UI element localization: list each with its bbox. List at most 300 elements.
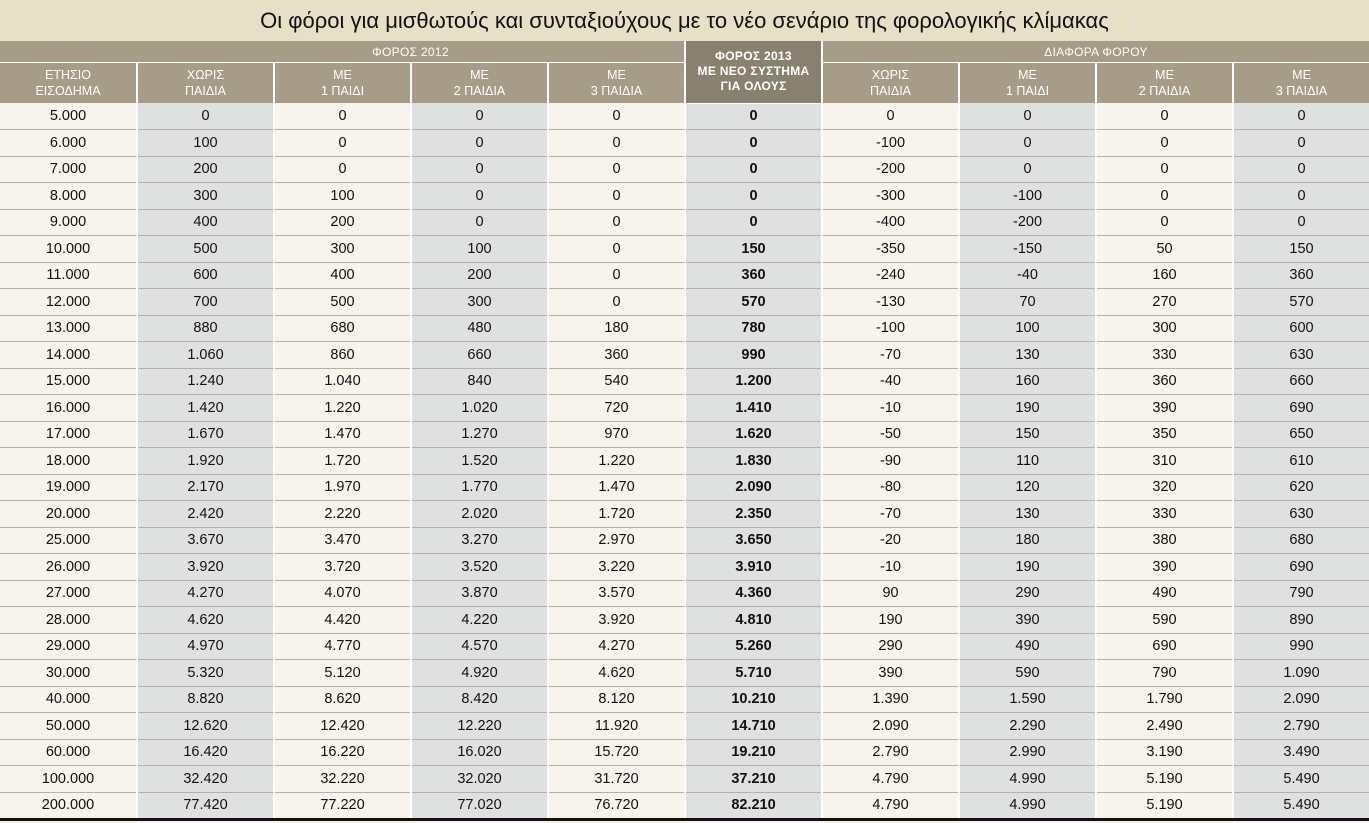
table-row — [0, 501, 1369, 528]
table-cell: -20 — [822, 527, 959, 554]
table-cell: 4.270 — [548, 633, 685, 660]
table-cell: 31.720 — [548, 766, 685, 793]
tax-2013-line2: ΜΕ ΝΕΟ ΣΥΣΤΗΜΑ — [697, 64, 810, 79]
table-cell: 4.770 — [274, 633, 411, 660]
table-cell: -90 — [822, 448, 959, 475]
tax-2013-cell: 2.350 — [685, 501, 822, 528]
group-header-tax-difference: ΔΙΑΦΟΡΑ ΦΟΡΟΥ — [822, 41, 1369, 63]
table-cell: 32.020 — [411, 766, 548, 793]
table-cell: 690 — [1233, 554, 1369, 581]
table-cell: 400 — [274, 262, 411, 289]
table-cell: -130 — [822, 289, 959, 316]
table-cell: 3.920 — [137, 554, 274, 581]
table-cell: 4.570 — [411, 633, 548, 660]
table-cell: 0 — [1233, 130, 1369, 157]
table-cell: 360 — [1233, 262, 1369, 289]
table-cell: 310 — [1096, 448, 1233, 475]
table-cell: 0 — [1233, 103, 1369, 130]
table-cell: 100 — [137, 130, 274, 157]
table-cell: 50 — [1096, 236, 1233, 263]
table-cell: 1.720 — [548, 501, 685, 528]
table-cell: 1.970 — [274, 474, 411, 501]
income-cell: 19.000 — [0, 474, 137, 501]
table-cell: 1.470 — [274, 421, 411, 448]
table-cell: 700 — [137, 289, 274, 316]
column-header — [1233, 63, 1369, 104]
table-cell: 320 — [1096, 474, 1233, 501]
table-cell: 490 — [1096, 580, 1233, 607]
table-cell: 150 — [1233, 236, 1369, 263]
column-header-line2: ΠΑΙΔΙΑ — [870, 84, 912, 98]
table-cell: 16.020 — [411, 739, 548, 766]
table-cell: 990 — [1233, 633, 1369, 660]
column-header — [1096, 63, 1233, 104]
table-cell: 0 — [548, 236, 685, 263]
table-cell: 690 — [1096, 633, 1233, 660]
table-cell: 720 — [548, 395, 685, 422]
table-cell: 650 — [1233, 421, 1369, 448]
income-cell: 28.000 — [0, 607, 137, 634]
table-cell: 4.070 — [274, 580, 411, 607]
income-cell: 7.000 — [0, 156, 137, 183]
table-cell: 4.920 — [411, 660, 548, 687]
table-cell: -10 — [822, 395, 959, 422]
table-cell: 0 — [959, 130, 1096, 157]
table-cell: 200 — [411, 262, 548, 289]
tax-2013-cell: 360 — [685, 262, 822, 289]
table-cell: 12.220 — [411, 713, 548, 740]
table-cell: 2.790 — [822, 739, 959, 766]
table-cell: 540 — [548, 368, 685, 395]
income-cell: 17.000 — [0, 421, 137, 448]
table-cell: -350 — [822, 236, 959, 263]
table-cell: 5.320 — [137, 660, 274, 687]
table-row — [0, 130, 1369, 157]
column-header-line2: ΠΑΙΔΙΑ — [185, 84, 226, 98]
table-cell: 8.620 — [274, 686, 411, 713]
table-cell: 1.590 — [959, 686, 1096, 713]
table-cell: 860 — [274, 342, 411, 369]
table-cell: 150 — [959, 421, 1096, 448]
column-header-line2: 2 ΠΑΙΔΙΑ — [453, 84, 506, 98]
income-cell: 200.000 — [0, 792, 137, 820]
table-cell: 330 — [1096, 501, 1233, 528]
table-cell: 330 — [1096, 342, 1233, 369]
table-cell: 630 — [1233, 501, 1369, 528]
column-header-line1: ΜΕ — [607, 68, 626, 82]
table-cell: 840 — [411, 368, 548, 395]
income-cell: 9.000 — [0, 209, 137, 236]
income-cell: 18.000 — [0, 448, 137, 475]
table-cell: 3.520 — [411, 554, 548, 581]
table-cell: 0 — [548, 183, 685, 210]
table-cell: 190 — [959, 554, 1096, 581]
tax-2013-cell: 5.710 — [685, 660, 822, 687]
column-header-line2: ΕΙΣΟΔΗΜΑ — [35, 84, 101, 98]
income-cell: 27.000 — [0, 580, 137, 607]
table-cell: 0 — [822, 103, 959, 130]
table-cell: 8.820 — [137, 686, 274, 713]
table-cell: 1.270 — [411, 421, 548, 448]
table-cell: 390 — [959, 607, 1096, 634]
table-cell: 16.420 — [137, 739, 274, 766]
table-cell: 5.120 — [274, 660, 411, 687]
tax-2013-cell: 0 — [685, 183, 822, 210]
table-cell: 0 — [274, 130, 411, 157]
table-cell: -100 — [822, 315, 959, 342]
table-cell: 500 — [137, 236, 274, 263]
tax-2013-cell: 4.810 — [685, 607, 822, 634]
tax-2013-cell: 10.210 — [685, 686, 822, 713]
table-cell: 680 — [274, 315, 411, 342]
table-cell: 620 — [1233, 474, 1369, 501]
tax-2013-cell: 19.210 — [685, 739, 822, 766]
table-cell: 130 — [959, 501, 1096, 528]
table-cell: 3.490 — [1233, 739, 1369, 766]
tax-2013-cell: 4.360 — [685, 580, 822, 607]
column-header-line1: ΜΕ — [1155, 68, 1174, 82]
table-cell: 380 — [1096, 527, 1233, 554]
table-cell: 590 — [959, 660, 1096, 687]
table-cell: 350 — [1096, 421, 1233, 448]
table-cell: 4.220 — [411, 607, 548, 634]
income-cell: 26.000 — [0, 554, 137, 581]
table-cell: 4.790 — [822, 766, 959, 793]
table-cell: 5.490 — [1233, 792, 1369, 820]
table-cell: 610 — [1233, 448, 1369, 475]
column-header-line2: 3 ΠΑΙΔΙΑ — [1275, 84, 1328, 98]
table-cell: 190 — [959, 395, 1096, 422]
table-cell: -70 — [822, 501, 959, 528]
tax-2013-cell: 3.910 — [685, 554, 822, 581]
table-cell: -40 — [822, 368, 959, 395]
table-cell: 790 — [1096, 660, 1233, 687]
table-cell: -200 — [959, 209, 1096, 236]
table-cell: 12.620 — [137, 713, 274, 740]
table-cell: 180 — [959, 527, 1096, 554]
table-cell: 0 — [411, 103, 548, 130]
column-header-line1: ΜΕ — [470, 68, 489, 82]
income-cell: 50.000 — [0, 713, 137, 740]
tax-2013-cell: 0 — [685, 130, 822, 157]
table-cell: 0 — [548, 156, 685, 183]
table-cell: 660 — [1233, 368, 1369, 395]
table-cell: 390 — [822, 660, 959, 687]
page-title: Οι φόροι για μισθωτούς και συνταξιούχους με το νέο σενάριο της φορολογικής κλίμακας — [0, 0, 1369, 41]
table-row — [0, 792, 1369, 820]
table-cell: 0 — [548, 289, 685, 316]
column-header-line2: 2 ΠΑΙΔΙΑ — [1138, 84, 1191, 98]
tax-2013-cell: 990 — [685, 342, 822, 369]
income-cell: 40.000 — [0, 686, 137, 713]
table-cell: 400 — [137, 209, 274, 236]
table-cell: 4.970 — [137, 633, 274, 660]
table-cell: 12.420 — [274, 713, 411, 740]
table-cell: -10 — [822, 554, 959, 581]
table-row — [0, 580, 1369, 607]
table-cell: 690 — [1233, 395, 1369, 422]
column-header — [822, 63, 959, 104]
table-row — [0, 236, 1369, 263]
table-cell: 160 — [959, 368, 1096, 395]
table-row — [0, 103, 1369, 130]
table-cell: 0 — [548, 103, 685, 130]
table-cell: 32.220 — [274, 766, 411, 793]
table-cell: 630 — [1233, 342, 1369, 369]
table-row — [0, 368, 1369, 395]
table-row — [0, 766, 1369, 793]
table-cell: 4.420 — [274, 607, 411, 634]
income-cell: 25.000 — [0, 527, 137, 554]
table-cell: 1.470 — [548, 474, 685, 501]
table-cell: 130 — [959, 342, 1096, 369]
table-cell: -80 — [822, 474, 959, 501]
table-row — [0, 686, 1369, 713]
column-header-line2: 1 ΠΑΙΔΙ — [320, 84, 365, 98]
table-cell: 600 — [1233, 315, 1369, 342]
tax-2013-cell: 1.830 — [685, 448, 822, 475]
table-cell: 0 — [1233, 209, 1369, 236]
table-cell: -240 — [822, 262, 959, 289]
tax-2013-cell: 780 — [685, 315, 822, 342]
tax-2013-cell: 0 — [685, 103, 822, 130]
table-cell: 360 — [1096, 368, 1233, 395]
table-cell: 970 — [548, 421, 685, 448]
income-cell: 20.000 — [0, 501, 137, 528]
table-cell: 270 — [1096, 289, 1233, 316]
table-cell: 2.790 — [1233, 713, 1369, 740]
table-cell: 300 — [274, 236, 411, 263]
table-cell: 15.720 — [548, 739, 685, 766]
table-cell: 2.490 — [1096, 713, 1233, 740]
table-row — [0, 554, 1369, 581]
income-cell: 14.000 — [0, 342, 137, 369]
table-cell: 1.790 — [1096, 686, 1233, 713]
income-cell: 5.000 — [0, 103, 137, 130]
table-row — [0, 448, 1369, 475]
table-row — [0, 342, 1369, 369]
table-cell: 1.220 — [548, 448, 685, 475]
tax-2013-cell: 82.210 — [685, 792, 822, 820]
table-cell: 300 — [137, 183, 274, 210]
table-cell: 480 — [411, 315, 548, 342]
group-header-tax-2013 — [685, 41, 822, 103]
table-cell: 0 — [411, 209, 548, 236]
table-cell: 1.920 — [137, 448, 274, 475]
table-cell: 890 — [1233, 607, 1369, 634]
table-body — [0, 103, 1369, 820]
table-cell: -200 — [822, 156, 959, 183]
income-cell: 30.000 — [0, 660, 137, 687]
table-cell: 0 — [1233, 183, 1369, 210]
column-header — [548, 63, 685, 104]
table-cell: 4.790 — [822, 792, 959, 820]
column-header-row — [0, 63, 1369, 104]
tax-table — [0, 41, 1369, 821]
table-cell: 190 — [822, 607, 959, 634]
table-cell: 100 — [274, 183, 411, 210]
table-cell: 1.040 — [274, 368, 411, 395]
table-cell: 3.470 — [274, 527, 411, 554]
table-cell: 3.220 — [548, 554, 685, 581]
column-header — [411, 63, 548, 104]
table-cell: 0 — [959, 103, 1096, 130]
table-cell: 0 — [411, 130, 548, 157]
income-cell: 8.000 — [0, 183, 137, 210]
table-cell: 300 — [411, 289, 548, 316]
tax-2013-cell: 5.260 — [685, 633, 822, 660]
table-cell: 0 — [1096, 183, 1233, 210]
table-cell: 1.240 — [137, 368, 274, 395]
table-cell: -40 — [959, 262, 1096, 289]
table-row — [0, 607, 1369, 634]
table-cell: 3.570 — [548, 580, 685, 607]
table-cell: 32.420 — [137, 766, 274, 793]
table-cell: 3.870 — [411, 580, 548, 607]
table-cell: -50 — [822, 421, 959, 448]
table-cell: 1.720 — [274, 448, 411, 475]
group-header-row — [0, 41, 1369, 63]
table-cell: 3.720 — [274, 554, 411, 581]
table-cell: 110 — [959, 448, 1096, 475]
income-cell: 60.000 — [0, 739, 137, 766]
table-cell: 1.090 — [1233, 660, 1369, 687]
table-cell: 77.420 — [137, 792, 274, 820]
table-cell: 100 — [411, 236, 548, 263]
table-cell: 200 — [137, 156, 274, 183]
table-cell: 0 — [1096, 130, 1233, 157]
table-cell: 590 — [1096, 607, 1233, 634]
table-cell: -70 — [822, 342, 959, 369]
table-cell: -100 — [959, 183, 1096, 210]
table-row — [0, 262, 1369, 289]
income-cell: 10.000 — [0, 236, 137, 263]
table-cell: 77.020 — [411, 792, 548, 820]
table-cell: 390 — [1096, 554, 1233, 581]
table-cell: 360 — [548, 342, 685, 369]
table-cell: -300 — [822, 183, 959, 210]
column-header-line1: ΧΩΡΙΣ — [186, 68, 225, 82]
table-cell: 4.620 — [137, 607, 274, 634]
table-cell: 200 — [274, 209, 411, 236]
table-row — [0, 183, 1369, 210]
table-cell: 390 — [1096, 395, 1233, 422]
table-cell: 500 — [274, 289, 411, 316]
tax-2013-cell: 37.210 — [685, 766, 822, 793]
table-cell: 16.220 — [274, 739, 411, 766]
tax-2013-cell: 570 — [685, 289, 822, 316]
table-cell: 1.420 — [137, 395, 274, 422]
table-cell: 1.020 — [411, 395, 548, 422]
table-cell: 5.490 — [1233, 766, 1369, 793]
tax-2013-line3: ΓΙΑ ΟΛΟΥΣ — [720, 79, 787, 94]
table-cell: 2.420 — [137, 501, 274, 528]
table-cell: 0 — [959, 156, 1096, 183]
table-cell: 2.970 — [548, 527, 685, 554]
column-header-line2: 1 ΠΑΙΔΙ — [1005, 84, 1050, 98]
income-cell: 15.000 — [0, 368, 137, 395]
table-cell: -150 — [959, 236, 1096, 263]
table-cell: 70 — [959, 289, 1096, 316]
column-header-line1: ΕΤΗΣΙΟ — [45, 68, 91, 82]
table-row — [0, 395, 1369, 422]
table-row — [0, 474, 1369, 501]
table-cell: 0 — [137, 103, 274, 130]
income-cell: 12.000 — [0, 289, 137, 316]
table-cell: -100 — [822, 130, 959, 157]
table-cell: 600 — [137, 262, 274, 289]
table-cell: 120 — [959, 474, 1096, 501]
table-cell: 77.220 — [274, 792, 411, 820]
table-cell: 2.990 — [959, 739, 1096, 766]
column-header-line1: ΜΕ — [1018, 68, 1037, 82]
table-cell: 570 — [1233, 289, 1369, 316]
table-cell: 2.090 — [822, 713, 959, 740]
column-header — [0, 63, 137, 104]
table-cell: 4.270 — [137, 580, 274, 607]
table-row — [0, 739, 1369, 766]
tax-2013-cell: 1.620 — [685, 421, 822, 448]
table-cell: 5.190 — [1096, 766, 1233, 793]
table-cell: 5.190 — [1096, 792, 1233, 820]
column-header-line2: 3 ΠΑΙΔΙΑ — [590, 84, 643, 98]
table-cell: 180 — [548, 315, 685, 342]
tax-2013-cell: 0 — [685, 156, 822, 183]
column-header — [959, 63, 1096, 104]
tax-2013-cell: 14.710 — [685, 713, 822, 740]
table-cell: 0 — [1096, 209, 1233, 236]
income-cell: 6.000 — [0, 130, 137, 157]
column-header — [274, 63, 411, 104]
table-row — [0, 421, 1369, 448]
table-cell: 300 — [1096, 315, 1233, 342]
income-cell: 29.000 — [0, 633, 137, 660]
income-cell: 16.000 — [0, 395, 137, 422]
table-cell: 2.170 — [137, 474, 274, 501]
table-cell: 290 — [959, 580, 1096, 607]
tax-2013-line1: ΦΟΡΟΣ 2013 — [715, 49, 792, 64]
table-cell: 680 — [1233, 527, 1369, 554]
tax-2013-cell: 150 — [685, 236, 822, 263]
table-cell: 0 — [548, 209, 685, 236]
table-cell: 2.220 — [274, 501, 411, 528]
table-cell: 490 — [959, 633, 1096, 660]
table-cell: 100 — [959, 315, 1096, 342]
group-header-tax-2012: ΦΟΡΟΣ 2012 — [137, 41, 685, 63]
table-cell: 3.920 — [548, 607, 685, 634]
table-cell: 0 — [411, 156, 548, 183]
tax-2013-cell: 2.090 — [685, 474, 822, 501]
table-cell: 2.290 — [959, 713, 1096, 740]
table-cell: 790 — [1233, 580, 1369, 607]
table-cell: 880 — [137, 315, 274, 342]
tax-2013-cell: 0 — [685, 209, 822, 236]
table-cell: 0 — [548, 262, 685, 289]
table-cell: 660 — [411, 342, 548, 369]
table-cell: 0 — [1233, 156, 1369, 183]
table-row — [0, 633, 1369, 660]
table-cell: 1.060 — [137, 342, 274, 369]
table-row — [0, 289, 1369, 316]
table-cell: 0 — [1096, 103, 1233, 130]
table-row — [0, 713, 1369, 740]
table-cell: 4.990 — [959, 792, 1096, 820]
table-cell: -400 — [822, 209, 959, 236]
column-header-line1: ΧΩΡΙΣ — [871, 68, 910, 82]
table-cell: 0 — [1096, 156, 1233, 183]
table-cell: 0 — [274, 103, 411, 130]
table-cell: 1.220 — [274, 395, 411, 422]
